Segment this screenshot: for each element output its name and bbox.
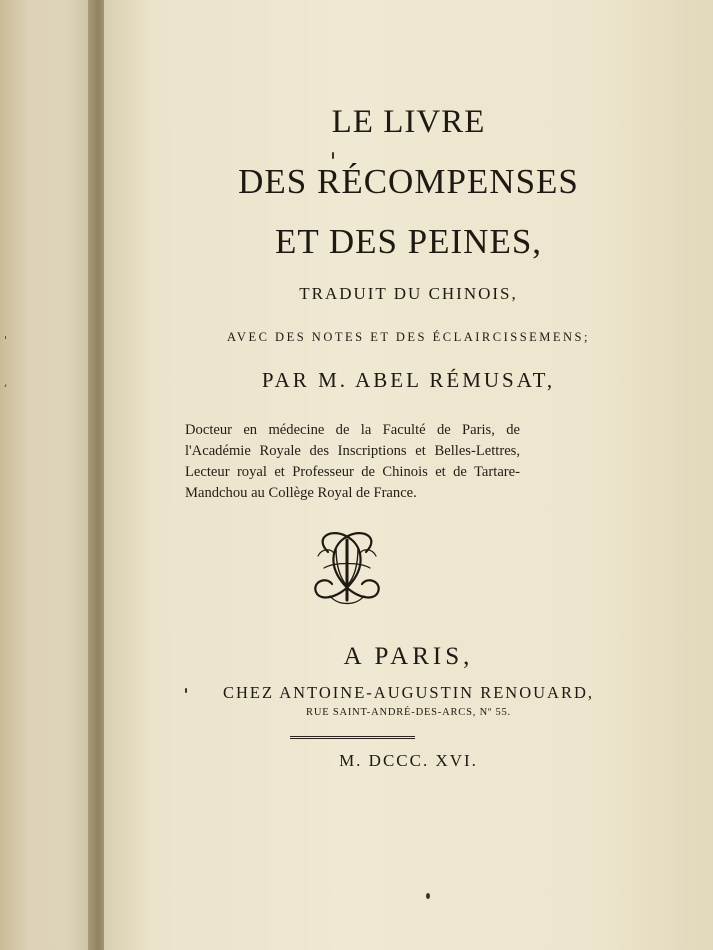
left-page-mark: ' (4, 334, 8, 347)
author-byline: PAR M. ABEL RÉMUSAT, (261, 368, 556, 392)
paper-speck (426, 893, 430, 899)
left-page (0, 0, 96, 950)
paper-speck (185, 688, 187, 693)
imprint-date: M. DCCC. XVI. (339, 751, 478, 770)
notes-line: AVEC DES NOTES ET DES ÉCLAIRCISSEMENS; (227, 330, 590, 344)
title-line-3: ET DES PEINES, (274, 222, 543, 261)
translation-note: TRADUIT DU CHINOIS, (299, 284, 518, 303)
monogram-icon (306, 526, 388, 610)
left-page-mark: , (4, 376, 8, 389)
paper-speck (332, 152, 334, 159)
imprint-place: A PARIS, (343, 643, 474, 670)
imprint-publisher: CHEZ ANTOINE-AUGUSTIN RENOUARD, (222, 683, 595, 702)
divider-rule (290, 736, 415, 739)
title-line-2: DES RÉCOMPENSES (238, 162, 579, 201)
imprint-address: RUE SAINT-ANDRÉ-DES-ARCS, Nº 55. (306, 707, 511, 718)
title-line-1: LE LIVRE (331, 104, 486, 140)
author-credentials: Docteur en médecine de la Faculté de Paris, de l'Académie Royale des Inscriptions et Belles-Lettres, Lecteur royal et Professeur de Chinois et de Tartare-Mandchou au Collège Royal de France. (185, 422, 520, 501)
